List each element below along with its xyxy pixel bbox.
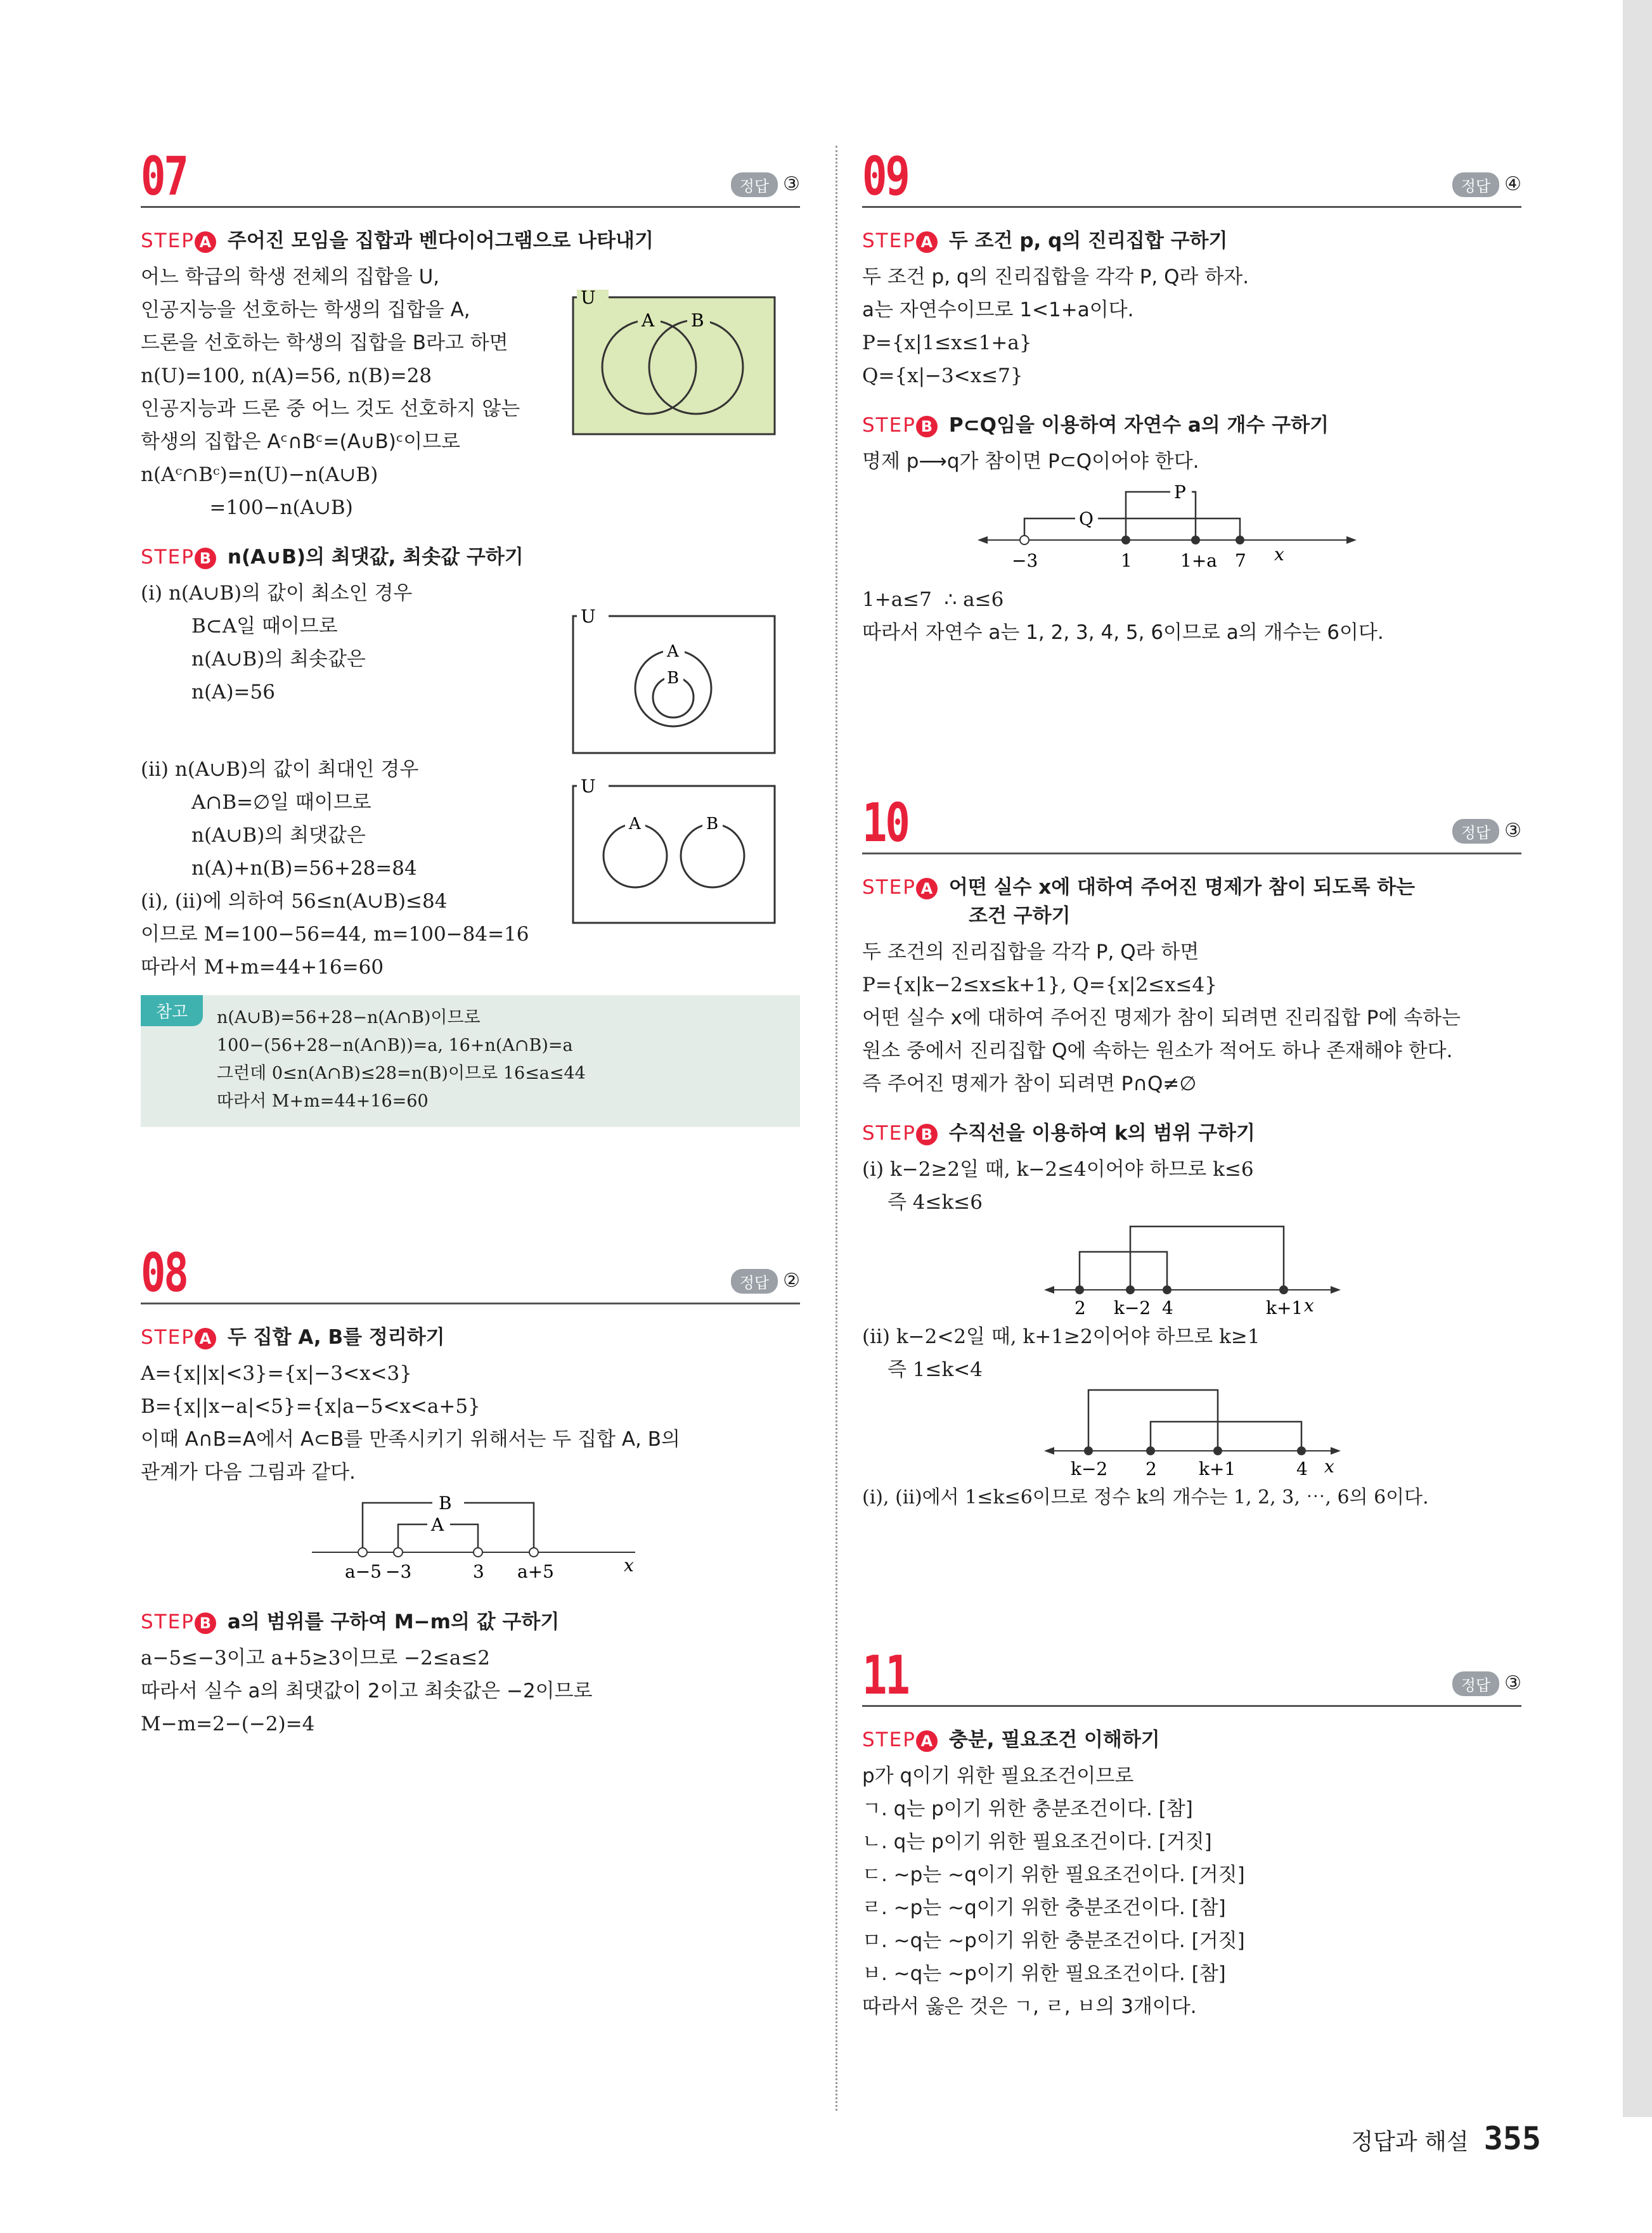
answer-label: 정답 [731,172,778,197]
column-separator [836,146,837,2111]
note-line: 100−(56+28−n(A∩B))=a, 16+n(A∩B)=a [217,1036,573,1055]
tick-label: k−2 [1071,1458,1108,1479]
text-line: (ⅰ) n(A∪B)의 값이 최소인 경우 [141,582,413,605]
note-line: n(A∪B)=56+28−n(A∩B)이므로 [217,1008,481,1027]
answer-label: 정답 [1452,1671,1499,1696]
tick-label: k+1 [1199,1458,1236,1479]
answer-value: ② [783,1270,800,1292]
step-label: STEP [862,1728,916,1751]
text-line: (ⅰ) k−2≥2일 때, k−2≤4이어야 하므로 k≤6 [862,1158,1254,1181]
set-b-label: B [691,310,704,331]
text-line: n(A∪B)의 최솟값은 [191,648,366,671]
step-b-heading [862,409,1521,437]
text-line: 관계가 다음 그림과 같다. [141,1461,356,1484]
problem-number: 10 [862,792,908,854]
set-p-label: P [1174,482,1186,503]
text-line: B⊂A일 때이므로 [191,615,338,638]
page-footer [1351,2120,1541,2157]
tick-label: k−2 [1114,1297,1151,1318]
step-label: STEP [141,546,195,569]
note-line: 그런데 0≤n(A∩B)≤28=n(B)이므로 16≤a≤44 [217,1064,586,1083]
tick-label: 7 [1235,550,1246,571]
problem-number: 08 [141,1242,187,1304]
step-marker: A [916,1730,938,1752]
problem-number: 07 [141,145,187,207]
answer-label: 정답 [731,1269,778,1294]
step-a-body [862,1760,1521,2023]
text-line: 원소 중에서 진리집합 Q에 속하는 원소가 적어도 하나 존재해야 한다. [862,1039,1453,1062]
text-line: ㅁ. ~q는 ~p이기 위한 충분조건이다. [거짓] [862,1929,1245,1952]
step-title: n(A∪B)의 최댓값, 최솟값 구하기 [227,546,524,569]
tick-label: 1 [1121,550,1132,571]
step-title: 두 집합 A, B를 정리하기 [227,1326,445,1349]
text-line: ㅂ. ~q는 ~p이기 위한 필요조건이다. [참] [862,1962,1226,1985]
step-title: 주어진 모임을 집합과 벤다이어그램으로 나타내기 [227,229,654,252]
text-line: 인공지능과 드론 중 어느 것도 선호하지 않는 [141,397,520,420]
tick-label: 3 [473,1561,484,1582]
number-line-case1 [1043,1219,1347,1320]
text-line: Q={x|−3<x≤7} [862,364,1023,387]
universe-label: U [581,608,596,627]
step-label: STEP [862,229,916,252]
answer-box [731,1269,800,1294]
tick-label: a+5 [517,1561,554,1582]
axis-label: x [624,1555,634,1576]
set-a-label: A [642,310,655,331]
text-line: =100−n(A∪B) [141,496,353,519]
step-label: STEP [141,229,195,252]
step-marker: B [195,548,216,569]
step-marker: A [195,231,216,253]
note-tag: 참고 [141,995,203,1026]
tick-label: 2 [1145,1458,1157,1479]
step-title: 충분, 필요조건 이해하기 [948,1728,1160,1751]
text-line: A={x||x|<3}={x|−3<x<3} [141,1362,413,1385]
problem-header [862,1642,1521,1707]
text-line: n(Aᶜ∩Bᶜ)=n(U)−n(A∪B) [141,463,378,486]
text-line: 드론을 선호하는 학생의 집합을 B라고 하면 [141,331,508,354]
problem-header [141,1239,800,1304]
text-line: M−m=2−(−2)=4 [141,1713,315,1735]
text-line: ㄴ. q는 p이기 위한 필요조건이다. [거짓] [862,1831,1212,1853]
text-line: 두 조건의 진리집합을 각각 P, Q라 하면 [862,941,1199,963]
axis-label: x [1274,544,1284,565]
step-label: STEP [862,1122,916,1145]
text-line: a는 자연수이므로 1<1+a이다. [862,299,1134,321]
text-line: a−5≤−3이고 a+5≥3이므로 −2≤a≤2 [141,1647,491,1670]
step-label: STEP [141,1611,195,1633]
text-line: (ⅰ), (ⅱ)에서 1≤k≤6이므로 정수 k의 개수는 1, 2, 3, ⋯, 6의 6이다. [862,1486,1429,1509]
footer-label: 정답과 해설 [1351,2129,1469,2155]
problem-number: 09 [862,145,908,207]
venn-diagram-3 [572,778,776,925]
step-b-body [141,1642,800,1741]
tick-label: 2 [1074,1297,1086,1318]
answer-value: ③ [1504,1672,1521,1694]
answer-value: ④ [1504,173,1521,195]
text-line: 인공지능을 선호하는 학생의 집합을 A, [141,299,470,321]
problem-11 [862,1642,1521,2023]
problem-number: 11 [862,1644,908,1706]
step-title: 어떤 실수 x에 대하여 주어진 명제가 참이 되도록 하는 [948,876,1416,899]
answer-box [1452,1671,1521,1696]
text-line: 이므로 M=100−56=44, m=100−84=16 [141,923,529,946]
step-marker: B [916,416,938,437]
set-q-label: Q [1079,508,1094,529]
number-line-p09 [976,482,1369,583]
text-line: n(U)=100, n(A)=56, n(B)=28 [141,364,432,387]
step-a-body [862,936,1521,1100]
problem-10 [862,789,1521,1514]
universe-rect [573,297,775,434]
tick-label: 4 [1296,1458,1308,1479]
text-line: 따라서 실수 a의 최댓값이 2이고 최솟값은 −2이므로 [141,1680,593,1702]
problem-header [862,143,1521,208]
answer-label: 정답 [1452,172,1499,197]
text-line: ㄷ. ~p는 ~q이기 위한 필요조건이다. [거짓] [862,1863,1245,1886]
text-line: 따라서 자연수 a는 1, 2, 3, 4, 5, 6이므로 a의 개수는 6이다. [862,621,1384,644]
tick-label: 1+a [1180,550,1217,571]
step-marker: B [916,1124,938,1145]
note-line: 따라서 M+m=44+16=60 [217,1091,429,1111]
text-line: 즉 4≤k≤6 [887,1191,983,1214]
problem-08 [141,1239,800,1741]
venn-diagram-1 [572,290,776,437]
text-line: B={x||x−a|<5}={x|a−5<x<a+5} [141,1395,481,1418]
tick-label: k+1 [1266,1297,1303,1318]
step-a-body [141,1357,800,1489]
venn-diagram-2 [572,608,776,756]
tick-label: 4 [1162,1297,1173,1318]
universe-label: U [581,778,596,797]
text-line: 학생의 집합은 Aᶜ∩Bᶜ=(A∪B)ᶜ이므로 [141,430,461,453]
text-line: 명제 p⟶q가 참이면 P⊂Q이어야 한다. [862,450,1199,473]
problem-07 [141,143,800,1127]
problem-09 [862,143,1521,649]
text-line: ㄱ. q는 p이기 위한 충분조건이다. [참] [862,1798,1193,1820]
step-title-cont: 조건 구하기 [969,904,1071,927]
step-a-heading [862,224,1521,253]
step-a-body [862,261,1521,392]
text-line: 1+a≤7 ∴ a≤6 [862,588,1004,611]
step-marker: A [195,1328,216,1349]
set-b-label: B [706,814,719,833]
tick-label: −3 [385,1561,412,1582]
step-title: 수직선을 이용하여 k의 범위 구하기 [948,1122,1255,1145]
problem-header [862,789,1521,854]
step-title: a의 범위를 구하여 M−m의 값 구하기 [227,1611,560,1633]
text-line: 즉 1≤k<4 [887,1358,983,1381]
text-line: n(A)=56 [191,681,275,704]
text-line: P={x|k−2≤x≤k+1}, Q={x|2≤x≤4} [862,974,1217,996]
set-b-label: B [667,669,680,688]
tick-label: −3 [1012,550,1038,571]
tick-label: a−5 [345,1561,382,1582]
text-line: 어느 학급의 학생 전체의 집합을 U, [141,266,440,288]
step-a-heading [141,1321,800,1349]
set-a-label: A [667,642,679,661]
number-line-case2 [1043,1386,1347,1481]
text-line: n(A∪B)의 최댓값은 [191,824,366,847]
text-line: (ⅱ) k−2<2일 때, k+1≥2이어야 하므로 k≥1 [862,1325,1260,1348]
text-line: 어떤 실수 x에 대하여 주어진 명제가 참이 되려면 진리집합 P에 속하는 [862,1007,1461,1029]
set-b-label: B [439,1494,452,1514]
step-b-heading [141,1606,800,1634]
answer-box [1452,172,1521,197]
text-line: 이때 A∩B=A에서 A⊂B를 만족시키기 위해서는 두 집합 A, B의 [141,1428,680,1451]
page-edge-strip [1623,0,1652,2117]
answer-box [731,172,800,197]
answer-value: ③ [783,173,800,195]
step-marker: A [916,878,938,899]
problem-header [141,143,800,208]
step-a-heading [862,871,1521,928]
step-marker: B [195,1612,216,1634]
text-line: 즉 주어진 명제가 참이 되려면 P∩Q≠∅ [862,1072,1197,1095]
step-title: P⊂Q임을 이용하여 자연수 a의 개수 구하기 [948,414,1329,437]
text-line: A∩B=∅일 때이므로 [191,791,371,814]
step-marker: A [916,231,938,253]
text-line: (ⅱ) n(A∪B)의 값이 최대인 경우 [141,758,419,781]
step-b-heading [141,541,800,569]
universe-label: U [581,290,596,308]
step-a-heading [862,1723,1521,1752]
text-line: P={x|1≤x≤1+a} [862,331,1032,354]
axis-label: x [1304,1295,1314,1316]
text-line: 따라서 옳은 것은 ㄱ, ㄹ, ㅂ의 3개이다. [862,1995,1197,2018]
set-a-label: A [431,1514,444,1535]
step-a-heading [141,224,800,253]
step-label: STEP [862,876,916,899]
text-line: 따라서 M+m=44+16=60 [141,956,384,979]
text-line: ㄹ. ~p는 ~q이기 위한 충분조건이다. [참] [862,1896,1226,1919]
set-a-label: A [629,814,641,833]
note-box [141,995,800,1127]
text-line: n(A)+n(B)=56+28=84 [191,857,417,880]
page-number: 355 [1483,2120,1541,2157]
step-label: STEP [141,1326,195,1349]
axis-label: x [1324,1456,1334,1477]
answer-label: 정답 [1452,819,1499,844]
step-title: 두 조건 p, q의 진리집합 구하기 [948,229,1228,252]
answer-box [1452,819,1521,844]
text-line: p가 q이기 위한 필요조건이므로 [862,1765,1134,1787]
number-line-p08 [312,1494,642,1589]
step-b-heading [862,1117,1521,1145]
text-line: (ⅰ), (ⅱ)에 의하여 56≤n(A∪B)≤84 [141,890,448,913]
answer-value: ③ [1504,820,1521,842]
step-label: STEP [862,414,916,437]
text-line: 두 조건 p, q의 진리집합을 각각 P, Q라 하자. [862,266,1249,288]
